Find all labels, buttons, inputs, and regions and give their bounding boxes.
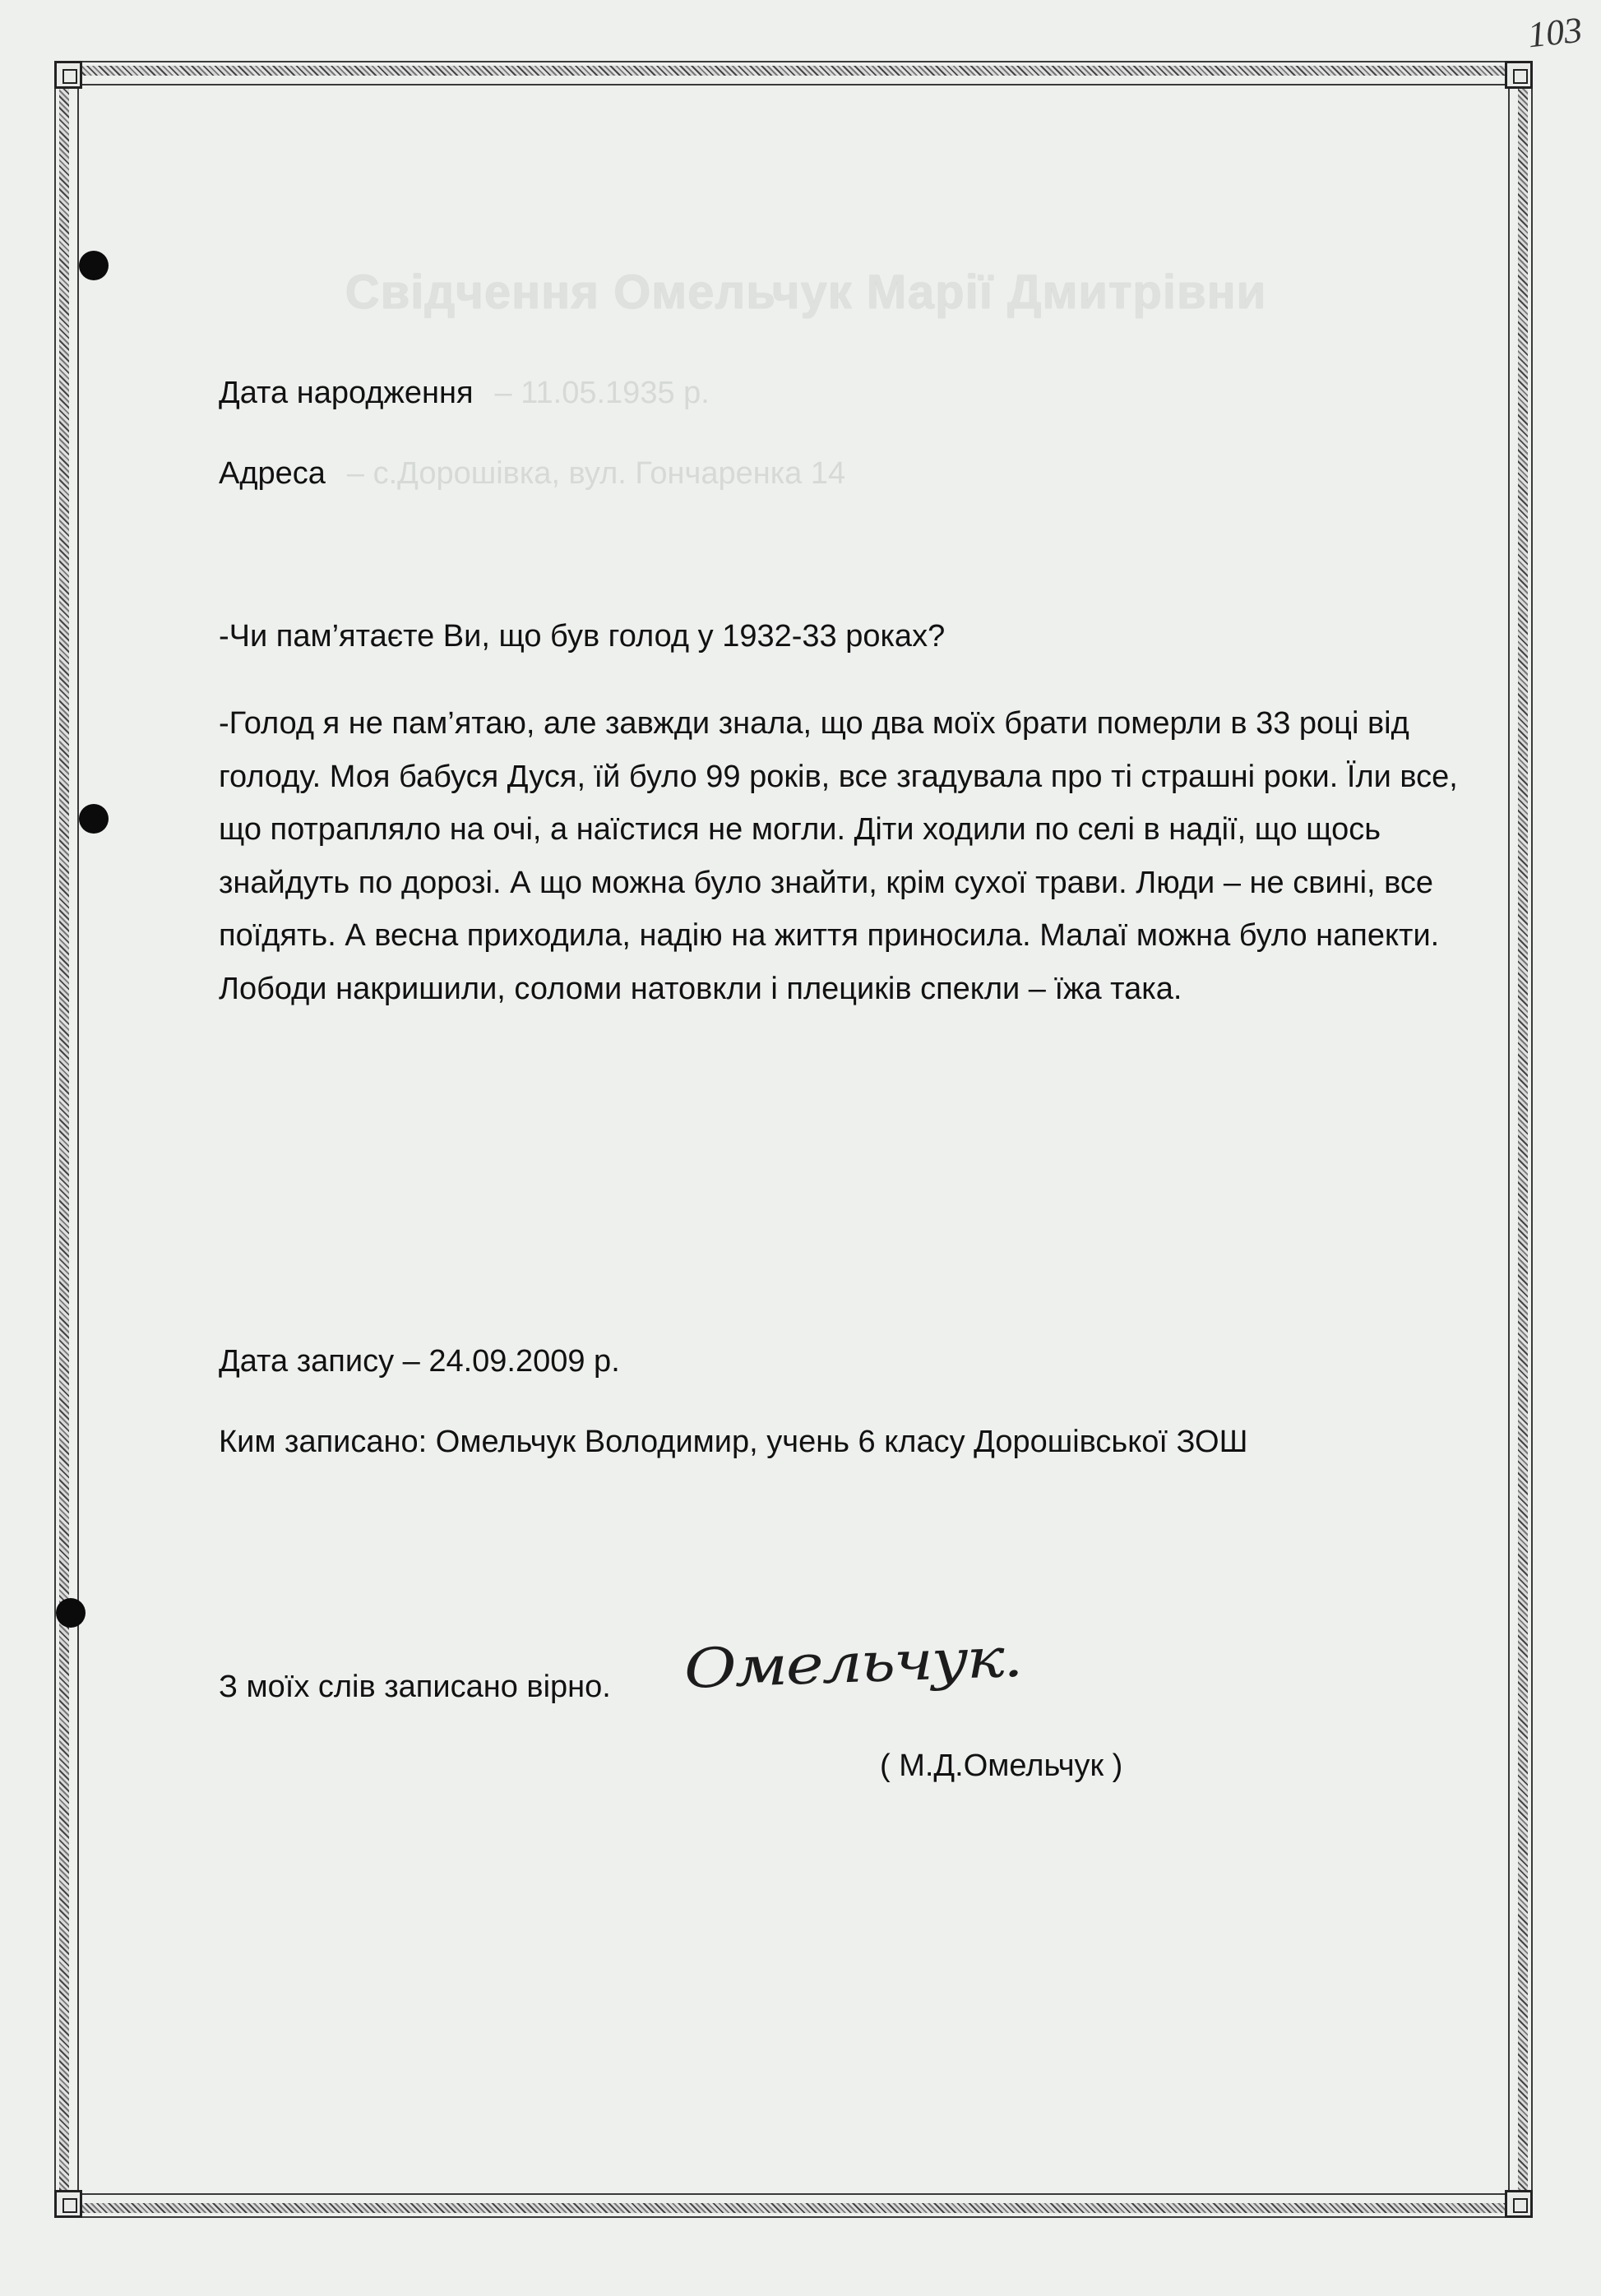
answer-block: [219, 697, 1502, 1015]
frame-corner-top-left: [54, 61, 82, 89]
frame-corner-top-right: [1505, 61, 1533, 89]
frame-corner-bottom-left: [54, 2190, 82, 2218]
answer-paragraph: -Голод я не пам’ятаю, але завжди знала, що два моїх брати померли в 33 році від голоду. Моя бабуся Дуся, їй було 99 років, все згадувала про ті страшні роки. Їли все, що потрапляло на очі, а наїстися не могли. Діти ходили по селі в надії, що щось знайдуть по дорозі. А що можна було знайти, крім сухої трави. Люди – не свині, все поїдять. А весна приходила, надію на життя приносила. Малаї можна було напекти.: [219, 706, 1458, 953]
confirmation-text: З моїх слів записано вірно.: [219, 1670, 611, 1704]
birth-date-line: [219, 375, 710, 413]
page-number: 103: [1525, 9, 1585, 56]
signatory-name: ( М.Д.Омельчук ): [880, 1749, 1123, 1783]
address-line: [219, 455, 845, 493]
address-label: Адреса: [219, 456, 326, 491]
punch-hole: [79, 804, 109, 834]
address-value: – с.Дорошівка, вул. Гончаренка 14: [346, 456, 846, 491]
frame-corner-bottom-right: [1505, 2190, 1533, 2218]
record-date: Дата запису – 24.09.2009 р.: [219, 1344, 620, 1379]
birth-date-value: – 11.05.1935 р.: [494, 376, 710, 410]
question-text: -Чи пам’ятаєте Ви, що був голод у 1932-33 роках?: [219, 619, 946, 654]
handwritten-signature: Омельчук.: [683, 1625, 1023, 1701]
answer-paragraph: Лободи накришили, соломи натовкли і плециків спекли – їжа така.: [219, 971, 1182, 1006]
punch-hole: [79, 251, 109, 280]
punch-hole: [56, 1598, 86, 1628]
recorded-by: Ким записано: Омельчук Володимир, учень 6 класу Дорошівської ЗОШ: [219, 1425, 1248, 1459]
birth-date-label: Дата народження: [219, 376, 474, 410]
document-title: Свідчення Омельчук Марії Дмитрівни: [345, 266, 1267, 319]
